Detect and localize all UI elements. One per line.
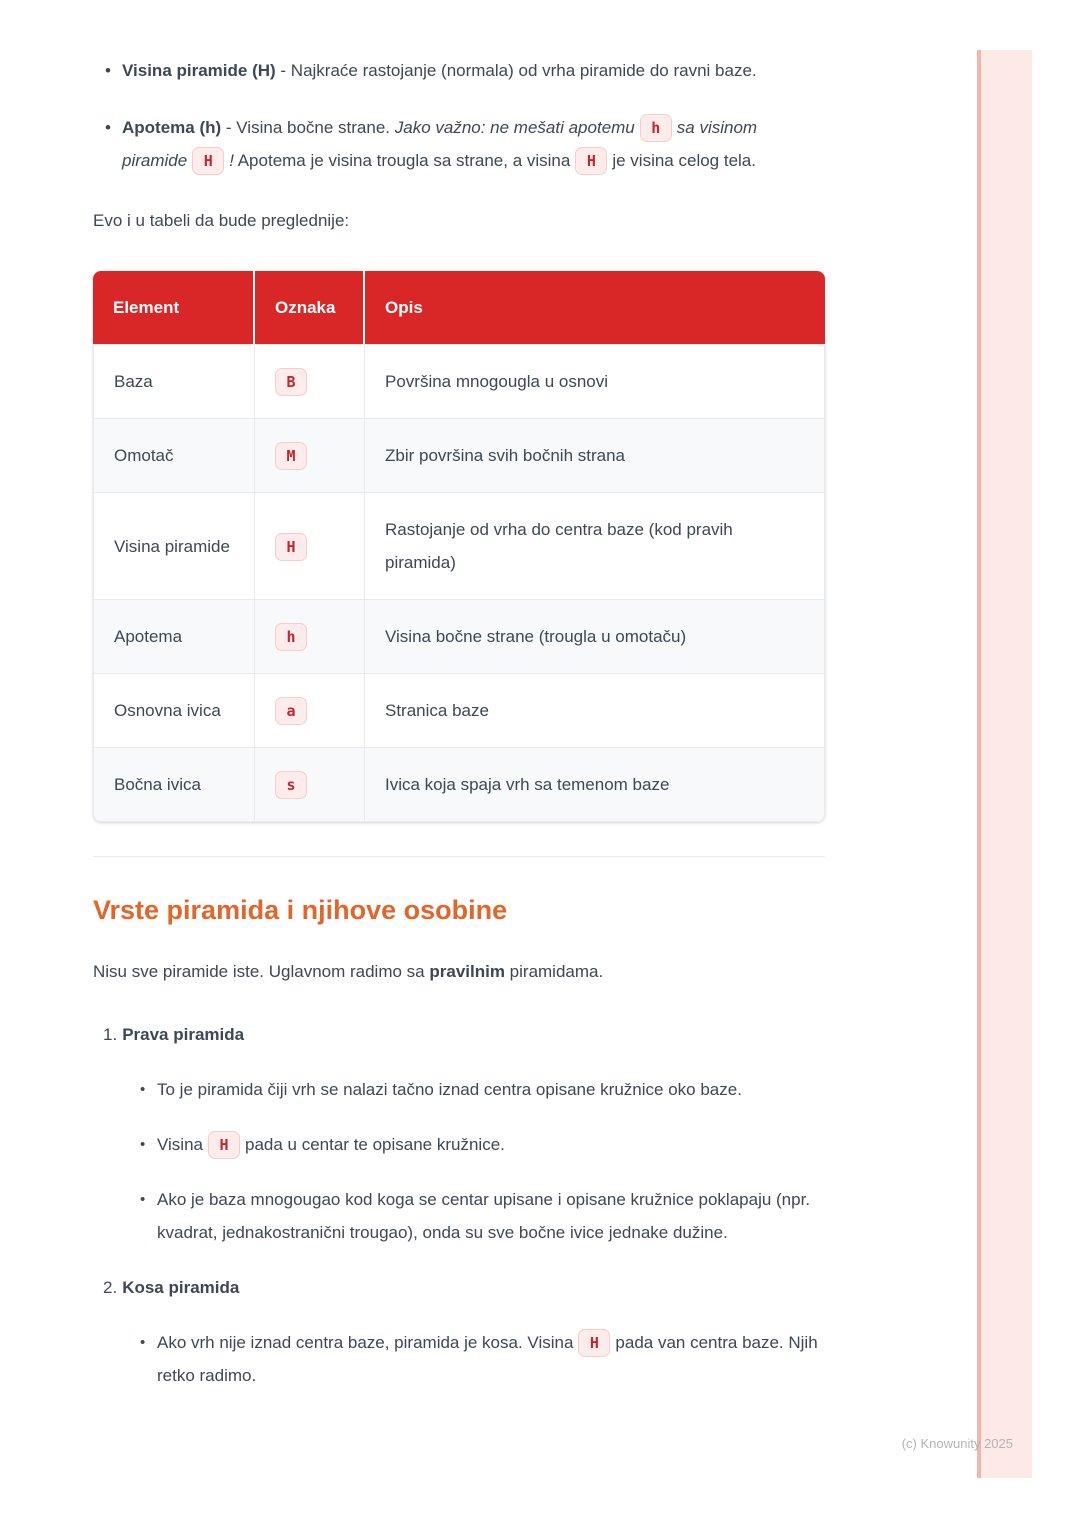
elements-table-container	[93, 271, 825, 822]
sub-bullet-list	[103, 1326, 825, 1392]
cell-oznaka	[255, 747, 365, 822]
cell-opis: Visina bočne strane (trougla u omotaču)	[365, 599, 825, 673]
list-item	[122, 111, 825, 177]
cell-opis: Ivica koja spaja vrh sa temenom baze	[365, 747, 825, 822]
cell-element: Apotema	[93, 599, 255, 673]
symbol-chip: h	[275, 623, 307, 651]
italic-text: !	[229, 151, 234, 170]
cell-oznaka	[255, 492, 365, 599]
cell-oznaka	[255, 344, 365, 418]
item-title-text: Kosa piramida	[122, 1278, 240, 1297]
symbol-chip: B	[275, 368, 307, 396]
numbered-list	[93, 1018, 825, 1392]
symbol-chip: H	[575, 147, 607, 175]
page-edge-decoration	[977, 50, 1032, 1478]
header-cell-element: Element	[93, 271, 255, 344]
cell-opis: Površina mnogougla u osnovi	[365, 344, 825, 418]
cell-oznaka	[255, 673, 365, 747]
cell-oznaka	[255, 418, 365, 492]
numbered-item-title	[103, 1018, 825, 1051]
text-run: pada van centra baze. Njih retko radimo.	[157, 1333, 818, 1385]
elements-table	[93, 271, 825, 822]
table-row	[93, 492, 825, 599]
list-item	[157, 1326, 825, 1392]
text-run: To je piramida čiji vrh se nalazi tačno iznad centra opisane kružnice oko baze.	[157, 1080, 742, 1099]
symbol-chip: s	[275, 771, 307, 799]
section-divider	[93, 856, 825, 857]
table-row	[93, 418, 825, 492]
section-lead-text	[93, 955, 825, 988]
cell-oznaka	[255, 599, 365, 673]
text-run: Ako vrh nije iznad centra baze, piramida je kosa. Visina	[157, 1333, 574, 1352]
cell-element: Visina piramide	[93, 492, 255, 599]
text-run: Apotema je visina trougla sa strane, a visina	[233, 151, 571, 170]
symbol-chip: M	[275, 442, 307, 470]
intro-bullet-list	[93, 54, 825, 177]
numbered-item	[103, 1018, 825, 1249]
document-content	[93, 42, 825, 1414]
item-number: 2.	[103, 1278, 118, 1297]
text-run: piramidama.	[504, 962, 604, 981]
bold-text: pravilnim	[429, 962, 505, 981]
text-run: Ako je baza mnogougao kod koga se centar upisane i opisane kružnice poklapaju (npr. kvadrat, jednakostranični trougao), onda su sve bočne ivice jednake dužine.	[157, 1190, 811, 1242]
bold-text: Apotema (h)	[122, 118, 222, 137]
symbol-chip: a	[275, 697, 307, 725]
table-row	[93, 599, 825, 673]
text-run: - Visina bočne strane.	[221, 118, 395, 137]
section-heading: Vrste piramida i njihove osobine	[93, 895, 508, 925]
symbol-chip: H	[275, 533, 307, 561]
numbered-item-title	[103, 1271, 825, 1304]
list-item	[157, 1128, 825, 1161]
item-title-text: Prava piramida	[122, 1025, 245, 1044]
numbered-item	[103, 1271, 825, 1392]
cell-element: Baza	[93, 344, 255, 418]
text-run: - Najkraće rastojanje (normala) od vrha piramide do ravni baze.	[275, 61, 757, 80]
cell-opis: Stranica baze	[365, 673, 825, 747]
text-run: Visina	[157, 1135, 203, 1154]
cell-element: Osnovna ivica	[93, 673, 255, 747]
table-row	[93, 747, 825, 822]
list-item	[157, 1073, 825, 1106]
table-lead-text: Evo i u tabeli da bude preglednije:	[93, 211, 350, 230]
italic-text: Jako važno: ne mešati apotemu	[394, 118, 635, 137]
text-run: pada u centar te opisane kružnice.	[245, 1135, 505, 1154]
italic-text: sa visinom piramide	[122, 118, 758, 170]
table-header-row	[93, 271, 825, 344]
table-row	[93, 673, 825, 747]
cell-opis: Rastojanje od vrha do centra baze (kod pravih piramida)	[365, 492, 825, 599]
item-number: 1.	[103, 1025, 118, 1044]
bold-text: Visina piramide (H)	[122, 61, 276, 80]
header-cell-oznaka: Oznaka	[255, 271, 365, 344]
copyright-watermark: (c) Knowunity 2025	[901, 1436, 1013, 1451]
symbol-chip: H	[208, 1131, 240, 1159]
sub-bullet-list	[103, 1073, 825, 1249]
cell-element: Omotač	[93, 418, 255, 492]
table-row	[93, 344, 825, 418]
cell-element: Bočna ivica	[93, 747, 255, 822]
symbol-chip: H	[578, 1329, 610, 1357]
header-cell-opis: Opis	[365, 271, 825, 344]
list-item	[157, 1183, 825, 1249]
text-run: Nisu sve piramide iste. Uglavnom radimo sa	[93, 962, 430, 981]
symbol-chip: H	[192, 147, 224, 175]
list-item	[122, 54, 825, 87]
text-run: je visina celog tela.	[612, 151, 756, 170]
symbol-chip: h	[640, 114, 672, 142]
cell-opis: Zbir površina svih bočnih strana	[365, 418, 825, 492]
